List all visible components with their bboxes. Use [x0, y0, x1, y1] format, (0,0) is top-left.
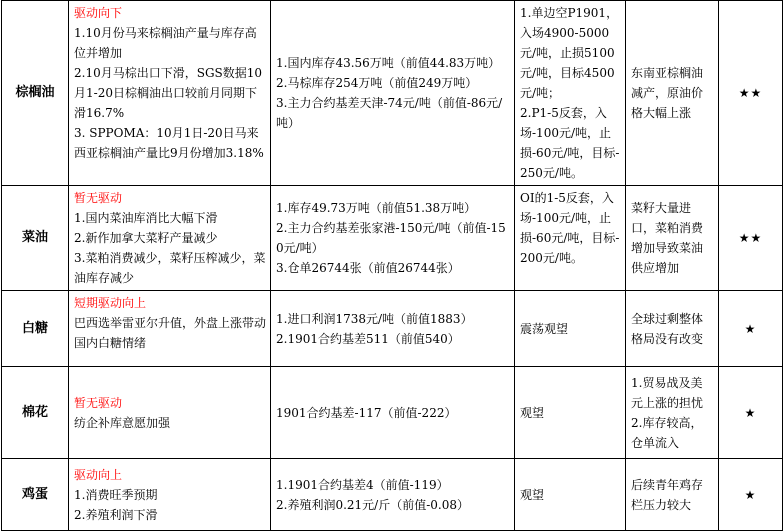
- commodity-name: 菜油: [2, 186, 69, 291]
- rating-stars: ★: [719, 291, 783, 367]
- data-line: 3.主力合约基差天津-74元/吨（前值-86元/吨）: [276, 96, 503, 130]
- strategy-line: 观望: [520, 487, 545, 502]
- driver-cell: [69, 186, 271, 291]
- rating-stars: ★★: [719, 186, 783, 291]
- data-line: 1901合约基差-117（前值-222）: [276, 405, 457, 420]
- risk-cell: 后续青年鸡存栏压力较大: [626, 459, 719, 531]
- driver-line: 2.10月马棕出口下滑，SGS数据10月1-20日棕榈油出口较前月同期下滑16.7%: [74, 66, 263, 120]
- data-line: 1.国内库存43.56万吨（前值44.83万吨）: [276, 56, 501, 70]
- table-row: [2, 186, 783, 291]
- driver-title: 驱动向下: [74, 6, 123, 20]
- driver-cell: [69, 291, 271, 367]
- driver-line: 3.菜粕消费减少，菜籽压榨减少，菜油库存减少: [74, 251, 266, 285]
- driver-cell: [69, 459, 271, 531]
- strategy-cell: [515, 367, 626, 459]
- driver-line: 巴西选举雷亚尔升值，外盘上涨带动国内白糖情绪: [74, 316, 267, 350]
- strategy-cell: [515, 291, 626, 367]
- data-line: 1.1901合约基差4（前值-119）: [276, 477, 449, 492]
- strategy-line: 1.单边空P1901，入场4900-5000元/吨，止损5100元/吨，目标4500元/吨；: [520, 6, 619, 100]
- strategy-cell: [515, 1, 626, 186]
- driver-cell: [69, 1, 271, 186]
- driver-line: 1.国内菜油库消比大幅下滑: [74, 211, 218, 225]
- rating-stars: ★: [719, 367, 783, 459]
- commodity-name: 鸡蛋: [2, 459, 69, 531]
- data-line: 2.主力合约基差张家港-150元/吨（前值-150元/吨）: [276, 221, 506, 255]
- table-row: [2, 291, 783, 367]
- data-line: 1.进口利润1738元/吨（前值1883）: [276, 311, 473, 326]
- strategy-line: 震荡观望: [520, 321, 569, 336]
- driver-line: 2.养殖利润下滑: [74, 507, 158, 522]
- risk-cell: 东南亚棕榈油减产，原油价格大幅上涨: [626, 1, 719, 186]
- driver-title: 暂无驱动: [74, 191, 123, 205]
- strategy-line: 观望: [520, 405, 545, 420]
- data-cell: [271, 459, 515, 531]
- driver-line: 3. SPPOMA：10月1日-20日马来西亚棕榈油产量比9月份增加3.18%: [74, 126, 264, 160]
- driver-line: 1.消费旺季预期: [74, 487, 158, 502]
- driver-title: 暂无驱动: [74, 395, 123, 410]
- driver-line: 纺企补库意愿加强: [74, 415, 171, 430]
- table-row: [2, 459, 783, 531]
- data-line: 3.仓单26744张（前值26744张）: [276, 261, 460, 275]
- data-line: 2.马棕库存254万吨（前值249万吨）: [276, 76, 478, 90]
- commodity-analysis-table: [1, 0, 783, 531]
- commodity-name: 棕榈油: [2, 1, 69, 186]
- rating-stars: ★★: [719, 1, 783, 186]
- strategy-cell: [515, 459, 626, 531]
- data-cell: [271, 1, 515, 186]
- driver-title: 驱动向上: [74, 467, 123, 482]
- rating-stars: ★: [719, 459, 783, 531]
- table-row: [2, 367, 783, 459]
- data-line: 2.1901合约基差511（前值540）: [276, 331, 460, 346]
- risk-cell: 菜籽大量进口，菜粕消费增加导致菜油供应增加: [626, 186, 719, 291]
- strategy-line: OI的1-5反套，入场-100元/吨，止损-60元/吨，目标-200元/吨。: [520, 191, 620, 265]
- commodity-name: 白糖: [2, 291, 69, 367]
- data-line: 1.库存49.73万吨（前值51.38万吨）: [276, 201, 477, 215]
- data-line: 2.养殖利润0.21元/斤（前值-0.08）: [276, 497, 469, 512]
- strategy-cell: [515, 186, 626, 291]
- data-cell: [271, 186, 515, 291]
- table-row: [2, 1, 783, 186]
- driver-title: 短期驱动向上: [74, 296, 147, 310]
- risk-cell: 全球过剩整体格局没有改变: [626, 291, 719, 367]
- strategy-line: 2.P1-5反套，入场-100元/吨，止损-60元/吨，目标-250元/吨。: [520, 106, 620, 180]
- data-cell: [271, 367, 515, 459]
- data-cell: [271, 291, 515, 367]
- driver-cell: [69, 367, 271, 459]
- commodity-name: 棉花: [2, 367, 69, 459]
- driver-line: 2.新作加拿大菜籽产量减少: [74, 231, 218, 245]
- risk-cell: 1.贸易战及美元上涨的担忧 2.库存较高，仓单流入: [626, 367, 719, 459]
- driver-line: 1.10月份马来棕榈油产量与库存高位并增加: [74, 26, 257, 60]
